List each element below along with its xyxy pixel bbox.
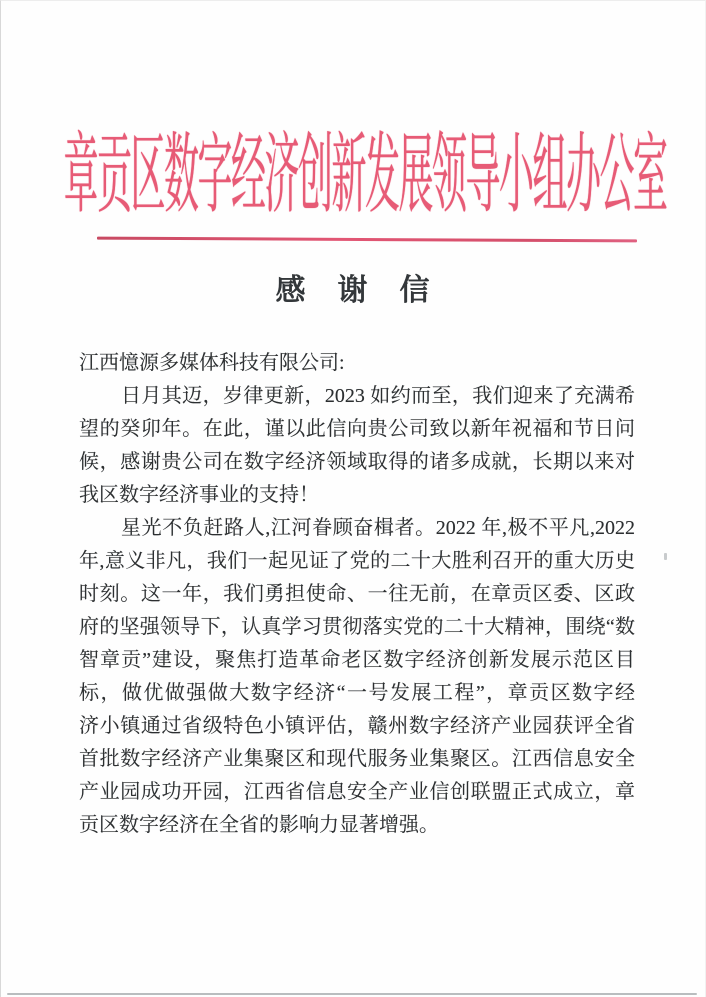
body-line: 星光不负赶路人,江河眷顾奋楫者。2022 年,极不平凡,2022: [121, 517, 635, 539]
letter-title: 感 谢 信: [275, 274, 431, 307]
body-line: 日月其迈，岁律更新，2023 如约而至，我们迎来了充满希: [121, 385, 635, 407]
body-line: 产业园成功开园，江西省信息安全产业信创联盟正式成立，章: [79, 781, 635, 803]
body-line: 时刻。这一年，我们勇担使命、一往无前，在章贡区委、区政: [79, 583, 635, 605]
body-line: 年,意义非凡，我们一起见证了党的二十大胜利召开的重大历史: [79, 550, 635, 572]
body-line: 首批数字经济产业集聚区和现代服务业集聚区。江西信息安全: [79, 748, 635, 770]
body-line: 贡区数字经济在全省的影响力显著增强。: [79, 814, 439, 836]
body-line: 标，做优做强做大数字经济“一号发展工程”，章贡区数字经: [79, 682, 635, 704]
body-line: 我区数字经济事业的支持！: [79, 484, 319, 506]
letterhead-title: 章贡区数字经济创新发展领导小组办公室: [63, 127, 667, 225]
body-line: 望的癸卯年。在此，谨以此信向贵公司致以新年祝福和节日问: [79, 418, 635, 440]
letter-body: [79, 347, 635, 842]
body-line: 候，感谢贵公司在数字经济领域取得的诸多成就，长期以来对: [79, 451, 635, 473]
body-line: 府的坚强领导下，认真学习贯彻落实党的二十大精神，围绕“数: [79, 616, 635, 638]
body-line: 济小镇通过省级特色小镇评估，赣州数字经济产业园获评全省: [79, 715, 635, 737]
recipient-line: 江西憶源多媒体科技有限公司:: [79, 352, 345, 374]
letterhead-divider-line: [97, 237, 637, 243]
page-bottom-edge: [7, 993, 697, 995]
letter-body-lines: [79, 380, 635, 842]
scan-artifact-dash: [664, 553, 667, 560]
body-line: 智章贡”建设，聚焦打造革命老区数字经济创新发展示范区目: [79, 649, 635, 671]
